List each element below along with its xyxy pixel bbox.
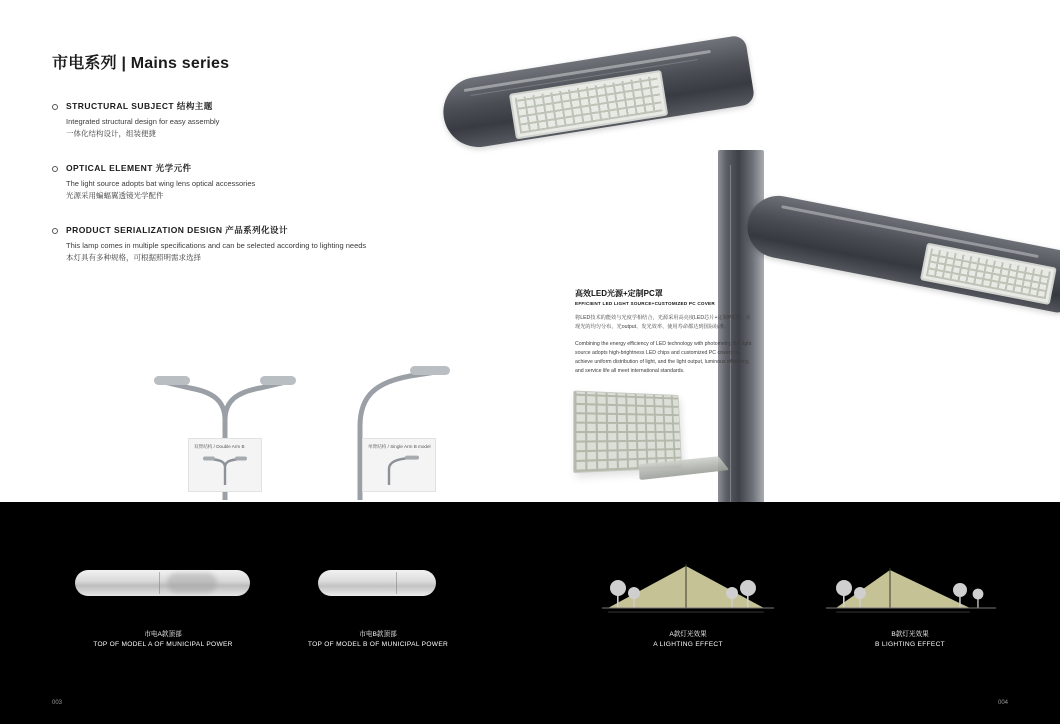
caption-cn: B款灯光效果 [891,631,929,638]
caption-cn: A款灯光效果 [669,631,707,638]
page-title: 市电系列 | Mains series [52,55,230,72]
lamp-seam [159,572,160,594]
caption-cn: 市电B款顶部 [359,631,397,638]
feature-line-en: The light source adopts bat wing lens optical accessories [66,179,256,188]
circle-bullet-icon [52,104,58,110]
caption-en: TOP OF MODEL A OF MUNICIPAL POWER [93,640,233,648]
arm-highlight [781,205,1039,258]
led-panel-right [920,243,1057,305]
feature-line-en: Integrated structural design for easy assembly [66,117,220,126]
lamp-top-a-shape [75,570,250,596]
lamp-top-b-shape [318,570,436,596]
variant-card-icon [363,453,435,485]
feature-line-cn: 本灯具有多种规格，可根据照明需求选择 [66,252,201,262]
feature-block-structural [52,100,442,140]
page-number-left: 003 [52,700,63,706]
callout-title-cn: 高效LED光源+定制PC罩 [575,289,663,298]
lighting-effect-diagram-b [820,560,1000,620]
feature-line-en: This lamp comes in multiple specifications and can be selected according to lighting needs [66,241,367,250]
variant-card-icon [189,453,261,485]
bottom-section [0,502,1060,724]
streetlight-render [430,0,1060,502]
thumbnail-double-arm [150,330,300,500]
circle-bullet-icon [52,166,58,172]
lamp-shadow [167,573,217,593]
thumbnail-single-arm [318,330,453,500]
feature-heading: OPTICAL ELEMENT 光学元件 [66,163,192,173]
caption-en: A LIGHTING EFFECT [653,640,723,648]
page-number-right: 004 [997,700,1008,706]
variant-card-double-arm [188,438,262,492]
lighting-effect-diagram-a [598,560,778,620]
product-caption-a [43,630,283,650]
caption-cn: 市电A款顶部 [144,631,182,638]
variant-card-label: 双臂结构 / Double Arm B [194,444,245,449]
caption-en: B LIGHTING EFFECT [875,640,945,648]
feature-line-cn: 一体化结构设计，组装便捷 [66,128,156,138]
feature-heading: PRODUCT SERIALIZATION DESIGN 产品系列化设计 [66,225,288,235]
caption-en: TOP OF MODEL B OF MUNICIPAL POWER [307,640,449,648]
feature-line-cn: 光源采用蝙蝠翼透镜光学配件 [66,190,164,200]
feature-heading: STRUCTURAL SUBJECT 结构主题 [66,101,213,111]
feature-block-serialization [52,224,442,264]
feature-block-optical [52,162,442,202]
callout-title-en: EFFICIENT LED LIGHT SOURCE+CUSTOMIZED PC COVER [575,301,715,306]
callout-body-cn: 将LED技术的能效与光度学相结合，光源采用高亮度LED芯片+定制PC罩，实现光的均匀分布，光output、发光效率、使用寿命都达到国际标准。 [575,315,751,330]
effect-caption-b [790,630,1030,650]
variant-card-label: 单臂结构 / Single Arm B model [368,444,431,449]
callout-body-en: Combining the energy efficiency of LED technology with photometry, the light source adopts high-brightness LED chips and customized PC covers to achieve uniform distribution of light, and the light output, luminous efficiency, and service life all meet international standards. [575,341,752,374]
variant-card-single-arm [362,438,436,492]
product-caption-b [258,630,498,650]
lamp-arm-left [438,34,755,152]
lamp-arm-right [742,191,1060,315]
led-module-photo [575,392,685,470]
callout-block [575,288,755,376]
circle-bullet-icon [52,228,58,234]
lamp-seam [396,572,397,594]
effect-caption-a [568,630,808,650]
